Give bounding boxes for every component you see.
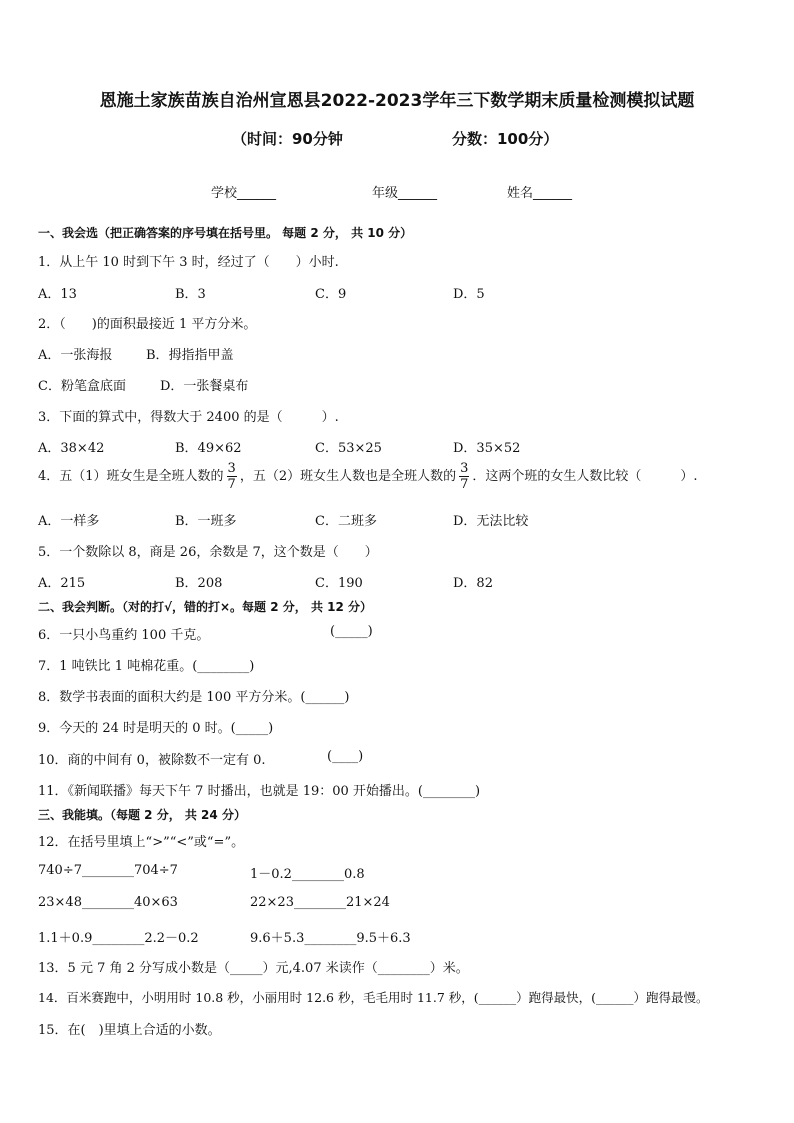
question-4	[38, 462, 698, 491]
question-10: 10．商的中间有 0，被除数不一定有 0.	[38, 753, 266, 768]
question-14: 14．百米赛跑中，小明用时 10.8 秒，小丽用时 12.6 秒，毛毛用时 11.7 秒，(______）跑得最快，(______）跑得最慢。	[38, 990, 709, 1005]
q4-option-d: D．无法比较	[453, 514, 529, 529]
fraction-denominator: 7	[460, 477, 469, 492]
name-field: 姓名______	[507, 186, 573, 201]
grade-field: 年级______	[372, 186, 438, 201]
fraction-3-7	[459, 462, 469, 491]
q2-option-c: C．粉笔盒底面	[38, 379, 126, 394]
section-2-heading: 二、我会判断。（对的打√，错的打×。每题 2 分， 共 12 分）	[38, 600, 372, 614]
school-field: 学校______	[211, 186, 277, 201]
question-1: 1．从上午 10 时到下午 3 时，经过了（ ）小时.	[38, 255, 339, 270]
exam-score: 分数：100分）	[452, 130, 559, 148]
q5-option-c: C．190	[315, 576, 363, 591]
compare-item: 1.1＋0.9________2.2－0.2	[38, 931, 199, 946]
q5-option-d: D．82	[453, 576, 493, 591]
q4-text-part-2: ，五（2）班女生人数也是全班人数的	[239, 469, 457, 484]
q10-answer-blank: (____)	[327, 749, 364, 764]
compare-item: 23×48________40×63	[38, 895, 178, 910]
question-7: 7．1 吨铁比 1 吨棉花重。(________)	[38, 659, 255, 674]
question-13: 13．5 元 7 角 2 分写成小数是（_____）元,4.07 米读作（________）米。	[38, 961, 469, 976]
exam-time: （时间：90分钟	[232, 130, 343, 148]
compare-item: 1－0.2________0.8	[250, 867, 365, 882]
q3-option-d: D．35×52	[453, 441, 521, 456]
q2-option-a: A．一张海报	[38, 348, 113, 363]
q2-option-b: B．拇指指甲盖	[146, 348, 234, 363]
question-2: 2．（ )的面积最接近 1 平方分米。	[38, 317, 257, 332]
q4-text-part-1: 4．五（1）班女生是全班人数的	[38, 469, 224, 484]
question-6: 6．一只小鸟重约 100 千克。	[38, 628, 210, 643]
question-9: 9．今天的 24 时是明天的 0 时。(_____)	[38, 721, 274, 736]
section-1-heading: 一、我会选（把正确答案的序号填在括号里。 每题 2 分， 共 10 分）	[38, 226, 413, 240]
question-3: 3．下面的算式中，得数大于 2400 的是（ ）.	[38, 410, 339, 425]
q3-option-a: A．38×42	[38, 441, 105, 456]
compare-item: 740÷7________704÷7	[38, 863, 178, 878]
section-3-heading: 三、我能填。（每题 2 分， 共 24 分）	[38, 808, 246, 822]
fraction-numerator: 3	[227, 461, 236, 476]
fraction-3-7	[227, 462, 237, 491]
q4-option-b: B．一班多	[175, 514, 237, 529]
q1-option-a: A．13	[38, 287, 77, 302]
q6-answer-blank: (_____)	[330, 624, 373, 639]
fraction-numerator: 3	[460, 461, 469, 476]
compare-item: 9.6＋5.3________9.5＋6.3	[250, 931, 411, 946]
question-11: 11．《新闻联播》每天下午 7 时播出，也就是 19：00 开始播出。(________)	[38, 784, 481, 799]
q5-option-b: B．208	[175, 576, 223, 591]
q1-option-d: D．5	[453, 287, 485, 302]
question-12: 12．在括号里填上“>”“<”或“=”。	[38, 835, 245, 850]
q2-option-d: D．一张餐桌布	[160, 379, 249, 394]
q3-option-c: C．53×25	[315, 441, 382, 456]
question-5: 5．一个数除以 8，商是 26，余数是 7，这个数是（ ）	[38, 545, 378, 560]
q3-option-b: B．49×62	[175, 441, 242, 456]
page-title: 恩施土家族苗族自治州宣恩县2022-2023学年三下数学期末质量检测模拟试题	[99, 91, 695, 111]
q4-option-a: A．一样多	[38, 514, 100, 529]
question-15: 15．在( )里填上合适的小数。	[38, 1023, 221, 1038]
fraction-denominator: 7	[227, 477, 236, 492]
q1-option-c: C．9	[315, 287, 347, 302]
question-8: 8．数学书表面的面积大约是 100 平方分米。(______)	[38, 690, 350, 705]
q4-option-c: C．二班多	[315, 514, 377, 529]
compare-item: 22×23________21×24	[250, 895, 390, 910]
q4-text-part-3: ．这两个班的女生人数比较（ ）.	[472, 469, 698, 484]
q5-option-a: A．215	[38, 576, 86, 591]
q1-option-b: B．3	[175, 287, 206, 302]
